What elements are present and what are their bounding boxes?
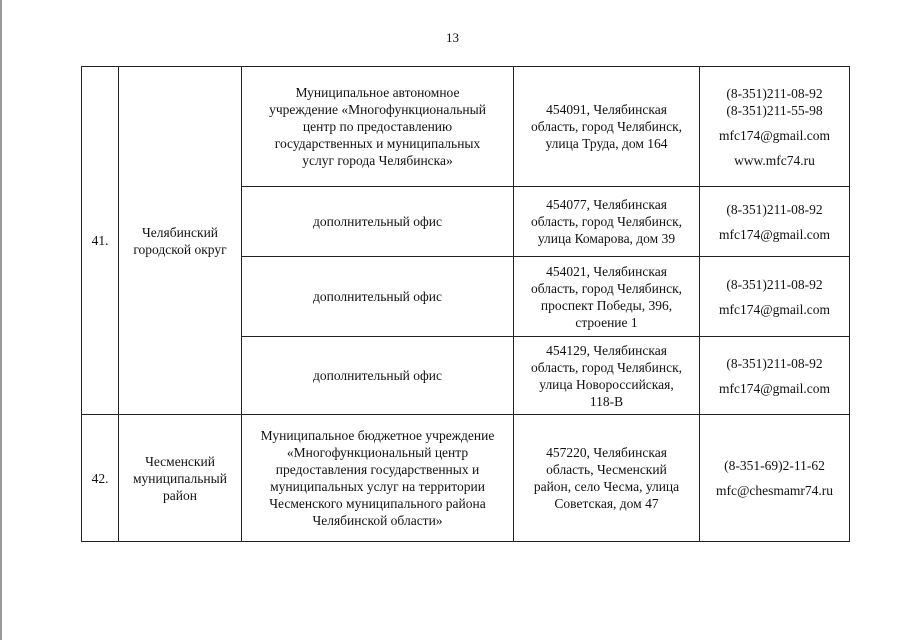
organization-cell: дополнительный офис [242,337,514,415]
address-cell: 454021, Челябинская область, город Челябинск, проспект Победы, 396, строение 1 [514,257,700,337]
phone: (8-351)211-08-92 [726,355,823,371]
contacts-cell [700,187,850,257]
contacts-cell [700,257,850,337]
table-row [82,67,850,187]
organization-cell: Муниципальное автономное учреждение «Многофункциональный центр по предоставлению государственных и муниципальных услуг города Челябинска» [242,67,514,187]
address-cell: 454091, Челябинская область, город Челябинск, улица Труда, дом 164 [514,67,700,187]
phone: (8-351)211-55-98 [726,102,823,118]
mfc-offices-table [81,66,850,542]
phone: (8-351)211-08-92 [726,276,823,292]
page-left-edge [0,0,2,640]
table-row [82,415,850,542]
contacts-cell [700,67,850,187]
phone: (8-351)211-08-92 [726,85,823,101]
phone: (8-351-69)2-11-62 [724,458,825,473]
email-link[interactable]: mfc@chesmamr74.ru [715,483,834,498]
organization-cell: дополнительный офис [242,187,514,257]
district-cell: Чесменский муниципальный район [119,415,242,542]
email-link[interactable]: mfc174@gmail.com [718,127,831,143]
email-link[interactable]: mfc174@gmail.com [718,301,831,317]
address-cell: 454129, Челябинская область, город Челябинск, улица Новороссийская, 118-В [514,337,700,415]
organization-cell: Муниципальное бюджетное учреждение «Многофункциональный центр предоставления государственных и муниципальных услуг на территории Чесменского муниципального района Челябинской области» [242,415,514,542]
email-link[interactable]: mfc174@gmail.com [718,380,831,396]
row-number-cell: 42. [82,415,119,542]
row-number-cell: 41. [82,67,119,415]
email-link[interactable]: mfc174@gmail.com [718,226,831,242]
address-cell: 457220, Челябинская область, Чесменский район, село Чесма, улица Советская, дом 47 [514,415,700,542]
organization-cell: дополнительный офис [242,257,514,337]
contacts-cell [700,337,850,415]
district-cell: Челябинский городской округ [119,67,242,415]
website-link[interactable]: www.mfc74.ru [734,152,815,168]
phone: (8-351)211-08-92 [726,201,823,217]
address-cell: 454077, Челябинская область, город Челябинск, улица Комарова, дом 39 [514,187,700,257]
contacts-cell [700,415,850,542]
page-number: 13 [446,30,459,45]
